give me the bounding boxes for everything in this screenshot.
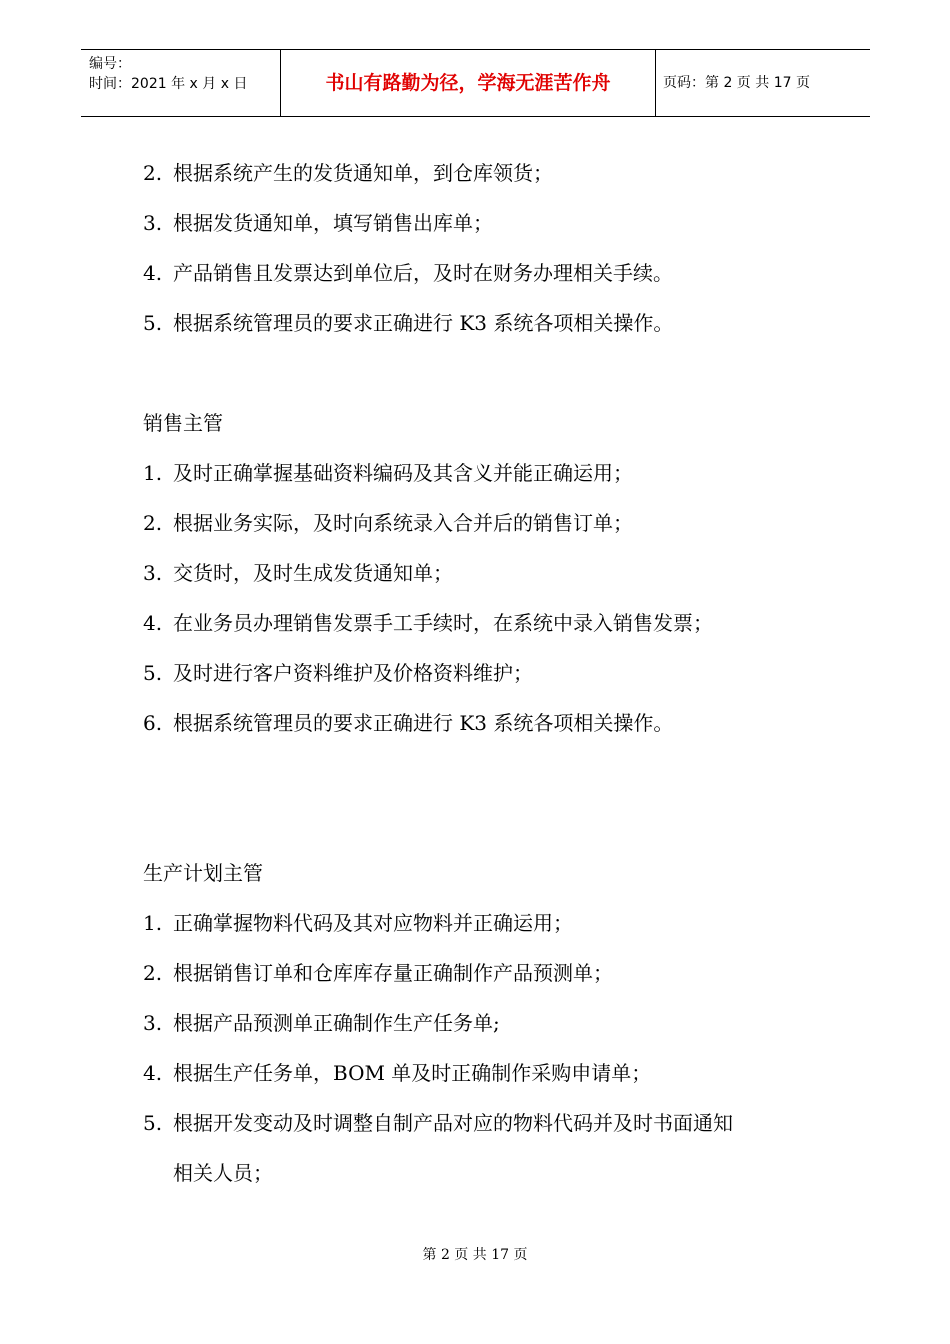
list-item-text: 正确掌握物料代码及其对应物料并正确运用； [173, 911, 573, 935]
list-item [143, 648, 823, 698]
list-item-text: 根据系统管理员的要求正确进行 K3 系统各项相关操作。 [173, 711, 674, 735]
list-item-number: 5. [143, 311, 163, 335]
section-spacer [143, 748, 823, 848]
list-item-text: 交货时，及时生成发货通知单； [173, 561, 453, 585]
page-footer: 第 2 页 共 17 页 [422, 1247, 528, 1263]
header-code-label: 编号： [89, 56, 131, 72]
list-item [143, 198, 823, 248]
header-divider-left [280, 50, 281, 116]
list-item [143, 448, 823, 498]
list-item-text: 在业务员办理销售发票手工手续时，在系统中录入销售发票； [173, 611, 713, 635]
list-item-text: 及时进行客户资料维护及价格资料维护； [173, 661, 533, 685]
section-warehouse-duties [143, 148, 823, 348]
header-divider-right [655, 50, 656, 116]
list-item-text: 根据生产任务单，BOM 单及时正确制作采购申请单； [173, 1061, 652, 1085]
list-item-number: 5. [143, 661, 163, 685]
list-item-number: 4. [143, 611, 163, 635]
list-item-number: 5. [143, 1111, 163, 1135]
document-body [143, 148, 823, 1198]
list-item [143, 898, 823, 948]
list-item-text: 根据销售订单和仓库库存量正确制作产品预测单； [173, 961, 613, 985]
list-item [143, 298, 823, 348]
list-item-number: 1. [143, 461, 163, 485]
section-production-planning-supervisor [143, 848, 823, 1198]
header-page-number: 页码：第 2 页 共 17 页 [663, 75, 810, 91]
list-item-text: 根据开发变动及时调整自制产品对应的物料代码并及时书面通知 [173, 1111, 733, 1135]
list-item-text: 根据业务实际，及时向系统录入合并后的销售订单； [173, 511, 633, 535]
list-item-continuation: 相关人员； [173, 1161, 273, 1185]
list-item-number: 6. [143, 711, 163, 735]
list-item [143, 248, 823, 298]
list-item-number: 1. [143, 911, 163, 935]
list-item-number: 4. [143, 261, 163, 285]
list-item-text: 根据产品预测单正确制作生产任务单; [173, 1011, 500, 1035]
list-item [143, 698, 823, 748]
list-item-text: 产品销售且发票达到单位后，及时在财务办理相关手续。 [173, 261, 673, 285]
header-meta [89, 54, 247, 94]
section-title: 销售主管 [143, 411, 223, 435]
list-item [143, 998, 823, 1048]
list-item [143, 1098, 823, 1148]
section-sales-supervisor [143, 398, 823, 748]
list-item-text: 及时正确掌握基础资料编码及其含义并能正确运用； [173, 461, 633, 485]
section-spacer [143, 348, 823, 398]
list-item-number: 2. [143, 161, 163, 185]
list-item [143, 148, 823, 198]
list-item [143, 1048, 823, 1098]
page-header [81, 49, 870, 117]
list-item-number: 4. [143, 1061, 163, 1085]
header-motto: 书山有路勤为径，学海无涯苦作舟 [325, 72, 611, 94]
list-item [143, 598, 823, 648]
list-item-number: 3. [143, 561, 163, 585]
list-item-text: 根据系统管理员的要求正确进行 K3 系统各项相关操作。 [173, 311, 674, 335]
list-item-text: 根据发货通知单，填写销售出库单； [173, 211, 493, 235]
header-time-label: 时间：2021 年 x 月 x 日 [89, 76, 248, 92]
list-item-number: 3. [143, 211, 163, 235]
list-item-number: 3. [143, 1011, 163, 1035]
list-item [143, 548, 823, 598]
list-item-number: 2. [143, 511, 163, 535]
list-item-text: 根据系统产生的发货通知单，到仓库领货； [173, 161, 553, 185]
list-item [143, 948, 823, 998]
section-title: 生产计划主管 [143, 861, 263, 885]
list-item [143, 498, 823, 548]
list-item-number: 2. [143, 961, 163, 985]
